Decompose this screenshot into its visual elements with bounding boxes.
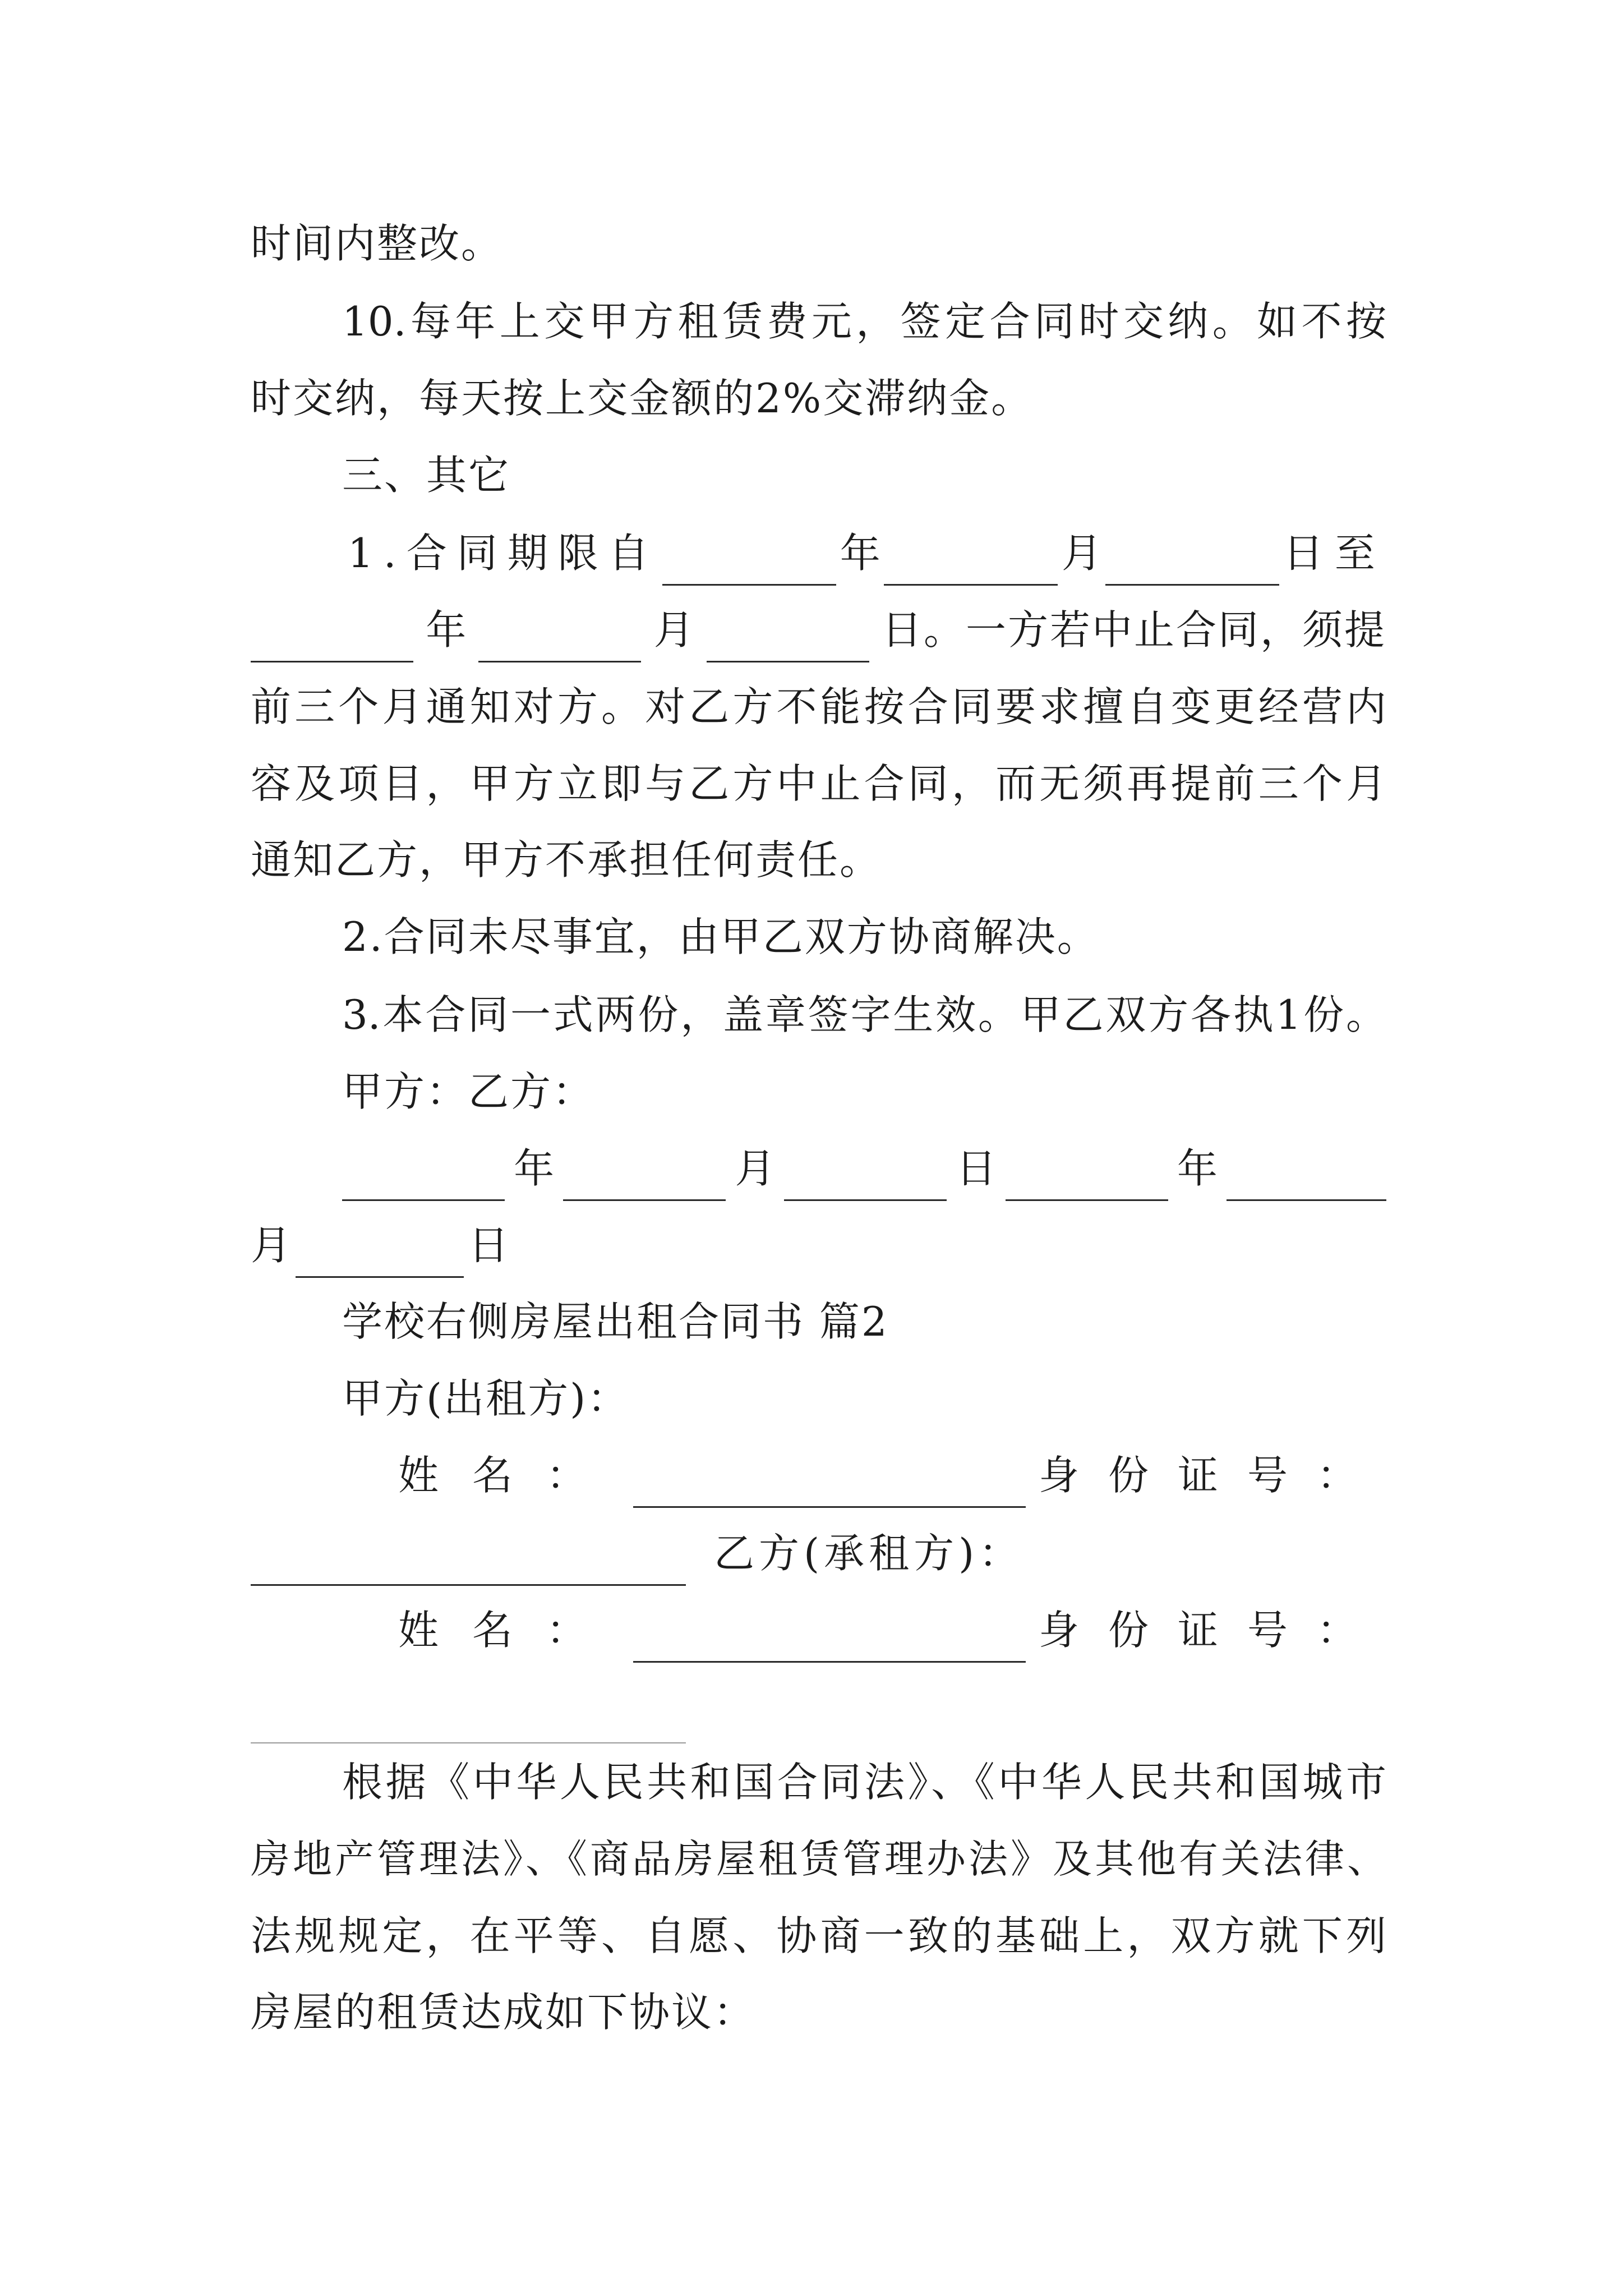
blank-underline bbox=[251, 599, 413, 662]
blank-underline bbox=[296, 1214, 464, 1278]
contract-term-line-2 bbox=[251, 599, 1386, 661]
party-a-heading: 甲方(出租方)： bbox=[342, 1375, 630, 1422]
paragraph-line: 容及项目，甲方立即与乙方中止合同，而无须再提前三个月 bbox=[251, 760, 1386, 807]
party-b-heading: 乙方(承租方)： bbox=[714, 1530, 1024, 1577]
year-label: 年 bbox=[426, 606, 467, 654]
section-heading: 三、其它 bbox=[342, 452, 511, 499]
blank-underline bbox=[633, 1444, 1026, 1508]
party-b-id-blank-line bbox=[251, 1681, 1386, 1742]
signature-parties: 甲方：乙方： bbox=[342, 1068, 595, 1115]
blank-underline bbox=[1227, 1138, 1386, 1201]
month-label: 月 bbox=[653, 606, 694, 654]
name-label: 姓名： bbox=[398, 1607, 621, 1654]
item-10-line-1: 10.每年上交甲方租赁费元，签定合同时交纳。如不按 bbox=[342, 298, 1386, 345]
day-label: 日 bbox=[956, 1145, 997, 1192]
party-b-heading-line bbox=[251, 1522, 1386, 1584]
paragraph-line: 前三个月通知对方。对乙方不能按合同要求擅自变更经营内 bbox=[251, 683, 1386, 730]
blank-underline bbox=[707, 599, 869, 662]
paragraph-line: 时间内整改。 bbox=[251, 220, 504, 267]
blank-underline bbox=[563, 1138, 726, 1201]
contract-term-line-1 bbox=[348, 522, 1386, 584]
party-a-fields bbox=[398, 1444, 1386, 1506]
contract-term-prefix: 1.合同期限自 bbox=[348, 530, 659, 577]
blank-underline bbox=[342, 1138, 505, 1201]
id-number-label: 身份证号： bbox=[1038, 1607, 1386, 1654]
item-10-line-2: 时交纳，每天按上交金额的2%交滞纳金。 bbox=[251, 375, 1034, 422]
year-label: 年 bbox=[1177, 1145, 1218, 1192]
blank-underline bbox=[1105, 522, 1279, 586]
day-label: 日 bbox=[468, 1222, 509, 1269]
party-b-fields bbox=[398, 1599, 1386, 1661]
blank-underline bbox=[884, 522, 1058, 586]
item-2: 2.合同未尽事宜，由甲乙双方协商解决。 bbox=[342, 913, 1099, 960]
month-label: 月 bbox=[1061, 530, 1102, 577]
blank-underline bbox=[662, 522, 836, 586]
blank-underline bbox=[784, 1138, 947, 1201]
signature-date-line-1 bbox=[342, 1138, 1386, 1199]
id-number-label: 身份证号： bbox=[1038, 1452, 1386, 1499]
item-3: 3.本合同一式两份，盖章签字生效。甲乙双方各执1份。 bbox=[342, 991, 1386, 1038]
preamble-line: 法规规定，在平等、自愿、协商一致的基础上，双方就下列 bbox=[251, 1912, 1386, 1959]
blank-underline bbox=[251, 1522, 686, 1586]
year-label: 年 bbox=[514, 1145, 555, 1192]
blank-underline bbox=[1006, 1138, 1168, 1201]
signature-date-line-2 bbox=[251, 1214, 1386, 1276]
preamble-line: 房地产管理法》、《商品房屋租赁管理办法》及其他有关法律、 bbox=[251, 1836, 1386, 1882]
blank-underline bbox=[478, 599, 641, 662]
section-title: 学校右侧房屋出租合同书 篇2 bbox=[342, 1298, 889, 1345]
preamble-line: 房屋的租赁达成如下协议： bbox=[251, 1989, 756, 2036]
preamble-line: 根据《中华人民共和国合同法》、《中华人民共和国城市 bbox=[342, 1759, 1386, 1806]
blank-underline bbox=[251, 1681, 686, 1743]
blank-underline bbox=[633, 1599, 1026, 1663]
contract-term-text: 日。一方若中止合同，须提 bbox=[881, 606, 1386, 654]
year-label: 年 bbox=[840, 530, 880, 577]
month-label: 月 bbox=[735, 1145, 776, 1192]
day-to-label: 日至 bbox=[1283, 530, 1386, 577]
name-label: 姓名： bbox=[398, 1452, 621, 1499]
paragraph-line: 通知乙方，甲方不承担任何责任。 bbox=[251, 836, 882, 884]
month-label: 月 bbox=[251, 1222, 292, 1269]
